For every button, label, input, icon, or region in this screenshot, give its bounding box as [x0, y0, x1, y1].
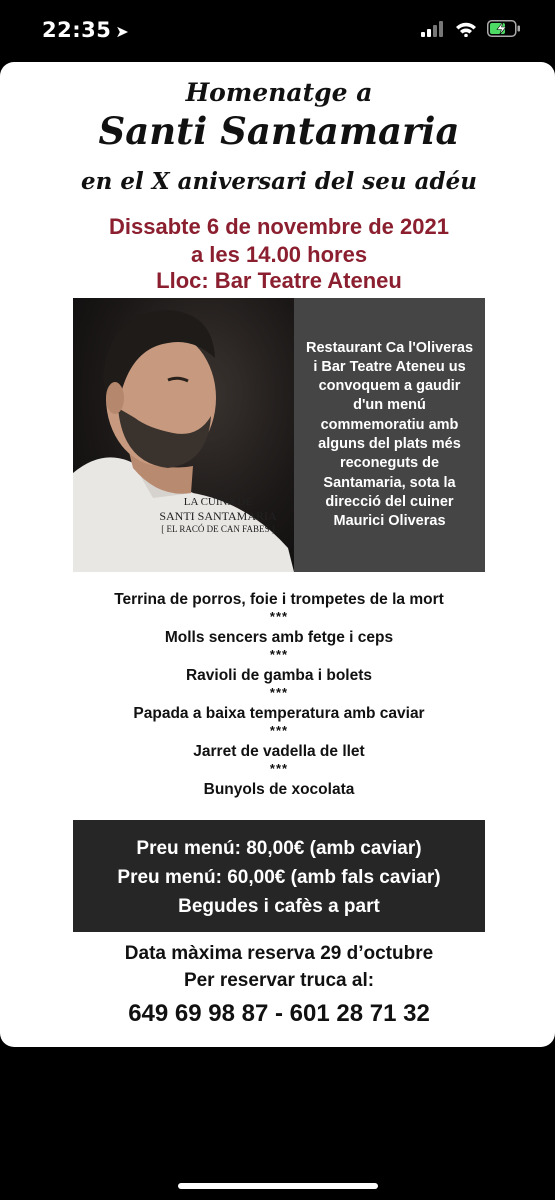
- wifi-icon: [455, 21, 477, 37]
- menu-item: Jarret de vadella de llet: [193, 743, 365, 760]
- event-time: a les 14.00 hores: [190, 242, 368, 267]
- reservation-deadline: Data màxima reserva 29 d’octubre: [124, 943, 434, 964]
- reservation-phones: 649 69 98 87 - 601 28 71 32: [128, 1000, 430, 1027]
- event-date: Dissabte 6 de novembre de 2021: [109, 214, 449, 239]
- event-place: Lloc: Bar Teatre Ateneu: [156, 268, 402, 293]
- reservation-info: [73, 940, 485, 1032]
- invitation-box: [294, 298, 485, 572]
- menu-separator: ***: [269, 647, 289, 662]
- price-line-caviar: Preu menú: 80,00€ (amb caviar): [136, 838, 422, 859]
- menu-item: Ravioli de gamba i bolets: [185, 667, 373, 684]
- image-card: [0, 62, 555, 1047]
- menu-item: Bunyols de xocolata: [203, 781, 355, 798]
- home-indicator[interactable]: [178, 1183, 378, 1189]
- menu-separator: ***: [269, 723, 289, 738]
- chef-photo: [73, 298, 294, 572]
- status-time: [42, 18, 129, 42]
- location-arrow-icon: ➤: [115, 22, 130, 41]
- status-bar: [0, 0, 555, 62]
- menu-list: [73, 590, 485, 799]
- book-line3: [ EL RACÓ DE CAN FABES ]: [161, 523, 275, 534]
- battery-charging-icon: [487, 20, 521, 37]
- poster-title-line1: Homenatge a: [185, 78, 373, 107]
- invitation-text: Restaurant Ca l'Oliveras i Bar Teatre Ateneu us convoquem a gaudir d'un menú commemoratiu amb alguns del plats més reconeguts de Santamaria, sota la direcció del cuiner Maurici Oliveras: [305, 339, 474, 530]
- book-cover-text: [143, 496, 293, 534]
- price-box: [73, 820, 485, 932]
- menu-separator: ***: [269, 761, 289, 776]
- cellular-signal-icon: [421, 21, 445, 37]
- drinks-note: Begudes i cafès a part: [178, 896, 380, 917]
- price-line-fake-caviar: Preu menú: 60,00€ (amb fals caviar): [117, 867, 441, 888]
- poster-title-name: Santi Santamaria: [98, 109, 460, 153]
- menu-separator: ***: [269, 685, 289, 700]
- menu-item: Terrina de porros, foie i trompetes de la mort: [114, 591, 444, 608]
- status-icons: [421, 20, 521, 37]
- menu-item: Molls sencers amb fetge i ceps: [164, 629, 394, 646]
- clock-text: 22:35: [42, 18, 112, 42]
- reservation-call-text: Per reservar truca al:: [183, 970, 375, 991]
- event-poster: [73, 62, 485, 1047]
- book-line1: LA CUINA DE: [183, 496, 253, 508]
- menu-item: Papada a baixa temperatura amb caviar: [133, 705, 425, 722]
- book-line2: SANTI SANTAMARIA: [159, 509, 277, 524]
- poster-title-line3: en el X aniversari del seu adéu: [81, 168, 477, 195]
- menu-separator: ***: [269, 609, 289, 624]
